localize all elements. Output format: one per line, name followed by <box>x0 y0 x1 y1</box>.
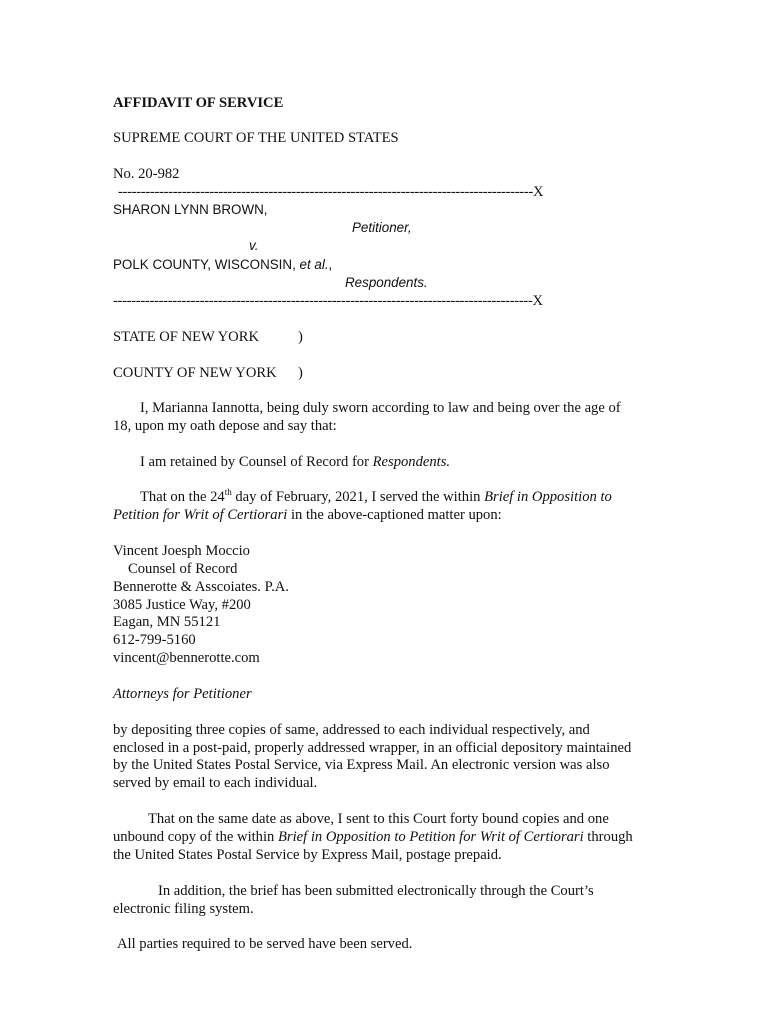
caption-divider-bottom: --------------------------------------------------------------------------------------------X <box>113 293 543 309</box>
retained-party: Respondents. <box>372 454 451 470</box>
closing-statement: All parties required to be served have been served. <box>117 936 413 952</box>
respondent-name <box>113 256 332 274</box>
venue-county-paren: ) <box>298 365 303 381</box>
venue-state: STATE OF NEW YORK <box>113 329 259 345</box>
court-copies-prefix: unbound copy of the within <box>113 829 278 845</box>
court-copies-doc: Brief in Opposition to Petition for Writ of Certiorari <box>277 829 584 845</box>
court-copies-line-1: That on the same date as above, I sent to this Court forty bound copies and one <box>148 811 609 827</box>
retained-statement <box>140 453 450 471</box>
recipient-phone: 612-799-5160 <box>113 632 196 648</box>
case-number: No. 20-982 <box>113 166 180 182</box>
served-ordinal: th <box>224 487 232 498</box>
venue-state-paren: ) <box>298 329 303 345</box>
venue-county: COUNTY OF NEW YORK <box>113 365 277 381</box>
served-suffix: in the above-captioned matter upon: <box>287 507 502 523</box>
served-middle: day of February, 2021, I served the within <box>231 489 485 505</box>
served-doc-2: Petition for Writ of Certiorari <box>113 507 288 523</box>
oath-line-2: 18, upon my oath depose and say that: <box>113 418 337 434</box>
served-line-1 <box>140 488 612 506</box>
served-doc-1: Brief in Opposition to <box>484 489 612 505</box>
recipient-email: vincent@bennerotte.com <box>113 650 260 666</box>
recipient-city: Eagan, MN 55121 <box>113 614 221 630</box>
mail-paragraph-line: served by email to each individual. <box>113 775 318 791</box>
respondent-name-text: POLK COUNTY, WISCONSIN, <box>113 257 300 272</box>
oath-line-1: I, Marianna Iannotta, being duly sworn according to law and being over the age of <box>140 400 621 416</box>
document-title: AFFIDAVIT OF SERVICE <box>113 95 284 111</box>
served-prefix: That on the 24 <box>140 489 225 505</box>
attorneys-for: Attorneys for Petitioner <box>113 686 252 702</box>
mail-paragraph-line: enclosed in a post-paid, properly addressed wrapper, in an official depository maintained <box>113 740 632 756</box>
respondent-comma: , <box>328 257 333 272</box>
caption-divider-top: -------------------------------------------------------------------------------------------X <box>118 184 544 200</box>
court-copies-line-3: the United States Postal Service by Express Mail, postage prepaid. <box>113 847 502 863</box>
petitioner-name: SHARON LYNN BROWN, <box>113 202 268 217</box>
court-name: SUPREME COURT OF THE UNITED STATES <box>113 130 399 146</box>
retained-prefix: I am retained by Counsel of Record for <box>140 454 373 470</box>
recipient-name: Vincent Joesph Moccio <box>113 543 250 559</box>
mail-paragraph-line: by depositing three copies of same, addressed to each individual respectively, and <box>113 722 590 738</box>
electronic-line-2: electronic filing system. <box>113 901 254 917</box>
court-copies-suffix: through <box>583 829 633 845</box>
recipient-street: 3085 Justice Way, #200 <box>113 597 251 613</box>
served-line-2 <box>113 506 502 524</box>
petitioner-role: Petitioner, <box>352 220 412 235</box>
recipient-firm: Bennerotte & Asscoiates. P.A. <box>113 579 289 595</box>
electronic-line-1: In addition, the brief has been submitted electronically through the Court’s <box>158 883 594 899</box>
caption-versus: v. <box>249 238 259 253</box>
respondent-role: Respondents. <box>345 275 428 290</box>
court-copies-line-2 <box>113 828 633 846</box>
mail-paragraph-line: by the United States Postal Service, via Express Mail. An electronic version was also <box>113 757 610 773</box>
recipient-role: Counsel of Record <box>128 561 238 577</box>
respondent-etal: et al. <box>299 257 329 272</box>
